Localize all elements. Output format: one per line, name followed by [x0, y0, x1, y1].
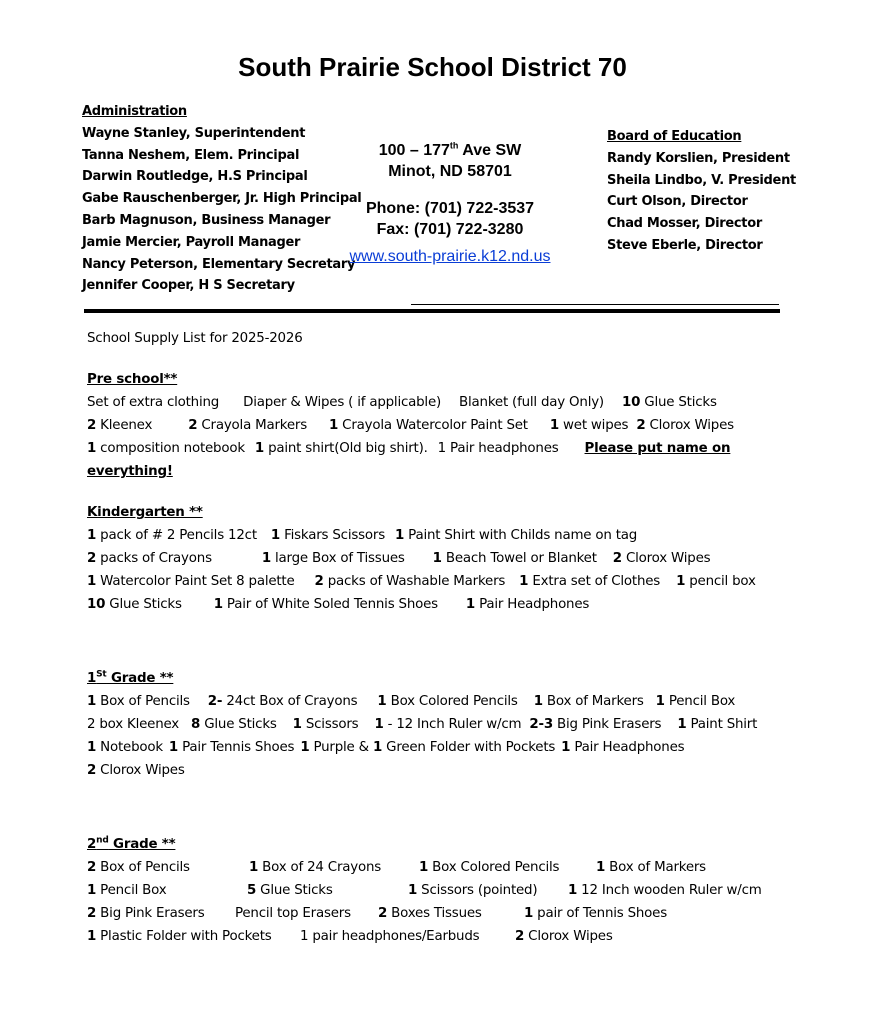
admin-member: Tanna Neshem, Elem. Principal [82, 147, 300, 163]
website-link[interactable]: www.south-prairie.k12.nd.us [349, 248, 551, 265]
admin-member: Jamie Mercier, Payroll Manager [82, 234, 301, 250]
list-item: 2 Kleenex 2 Crayola Markers 1 Crayola Watercolor Paint Set 1 wet wipes 2 Clorox Wipes [87, 418, 734, 433]
administration-heading: Administration [82, 104, 187, 119]
list-item: 1 Pencil Box 5 Glue Sticks 1 Scissors (pointed) 1 12 Inch wooden Ruler w/cm [87, 883, 762, 898]
admin-member: Wayne Stanley, Superintendent [82, 125, 306, 141]
city-line: Minot, ND 58701 [388, 163, 512, 180]
district-title: South Prairie School District 70 [238, 52, 627, 82]
list-item: 1 Box of Pencils 2- 24ct Box of Crayons 1 Box Colored Pencils 1 Box of Markers 1 Pencil Box [87, 694, 736, 709]
admin-member: Jennifer Cooper, H S Secretary [82, 278, 295, 294]
board-member: Sheila Lindbo, V. President [607, 172, 796, 188]
board-block [607, 126, 796, 257]
admin-member: Darwin Routledge, H.S Principal [82, 169, 308, 185]
kindergarten-heading: Kindergarten ** [87, 505, 203, 520]
phone-line: Phone: (701) 722-3537 [365, 200, 535, 217]
list-item: everything! [87, 464, 173, 479]
divider-thin [411, 304, 779, 305]
board-member: Randy Korslien, President [607, 150, 790, 166]
list-item: 10 Glue Sticks 1 Pair of White Soled Tennis Shoes 1 Pair Headphones [87, 597, 590, 612]
grade2-heading: 2nd Grade ** [87, 835, 176, 852]
supply-list [87, 327, 847, 948]
list-item: 2 Clorox Wipes [87, 763, 185, 778]
board-member: Chad Mosser, Director [607, 216, 762, 232]
admin-member: Gabe Rauschenberger, Jr. High Principal [82, 191, 362, 207]
list-item: 2 Box of Pencils 1 Box of 24 Crayons 1 Box Colored Pencils 1 Box of Markers [87, 860, 706, 875]
list-item: 1 Watercolor Paint Set 8 palette 2 packs of Washable Markers 1 Extra set of Clothes 1 pencil box [87, 574, 756, 589]
admin-member: Barb Magnuson, Business Manager [82, 212, 331, 228]
list-item: 1 composition notebook 1 paint shirt(Old big shirt). 1 Pair headphones Please put name on [87, 441, 731, 456]
fax-line: Fax: (701) 722-3280 [376, 221, 524, 238]
list-item: 2 Big Pink Erasers Pencil top Erasers 2 Boxes Tissues 1 pair of Tennis Shoes [87, 906, 667, 921]
contact-block [330, 140, 570, 267]
board-member: Steve Eberle, Director [607, 237, 763, 253]
board-heading: Board of Education [607, 129, 742, 144]
list-item: 2 packs of Crayons 1 large Box of Tissues 1 Beach Towel or Blanket 2 Clorox Wipes [87, 551, 711, 566]
board-member: Curt Olson, Director [607, 194, 748, 210]
list-title: School Supply List for 2025-2026 [87, 331, 303, 346]
admin-member: Nancy Peterson, Elementary Secretary [82, 256, 356, 272]
address-line: 100 – 177th Ave SW [378, 140, 522, 159]
preschool-heading: Pre school** [87, 372, 178, 387]
administration-block [82, 101, 361, 297]
divider-thick [84, 309, 780, 313]
grade1-heading: 1St Grade ** [87, 669, 174, 686]
list-item: Set of extra clothing Diaper & Wipes ( if applicable) Blanket (full day Only) 10 Glue Sticks [87, 395, 717, 410]
list-item: 1 Plastic Folder with Pockets 1 pair headphones/Earbuds 2 Clorox Wipes [87, 929, 613, 944]
list-item: 1 pack of # 2 Pencils 12ct 1 Fiskars Scissors 1 Paint Shirt with Childs name on tag [87, 528, 638, 543]
list-item: 2 box Kleenex 8 Glue Sticks 1 Scissors 1 - 12 Inch Ruler w/cm 2-3 Big Pink Erasers 1 Paint Shirt [87, 717, 758, 732]
list-item: 1 Notebook 1 Pair Tennis Shoes 1 Purple & 1 Green Folder with Pockets 1 Pair Headphones [87, 740, 685, 755]
